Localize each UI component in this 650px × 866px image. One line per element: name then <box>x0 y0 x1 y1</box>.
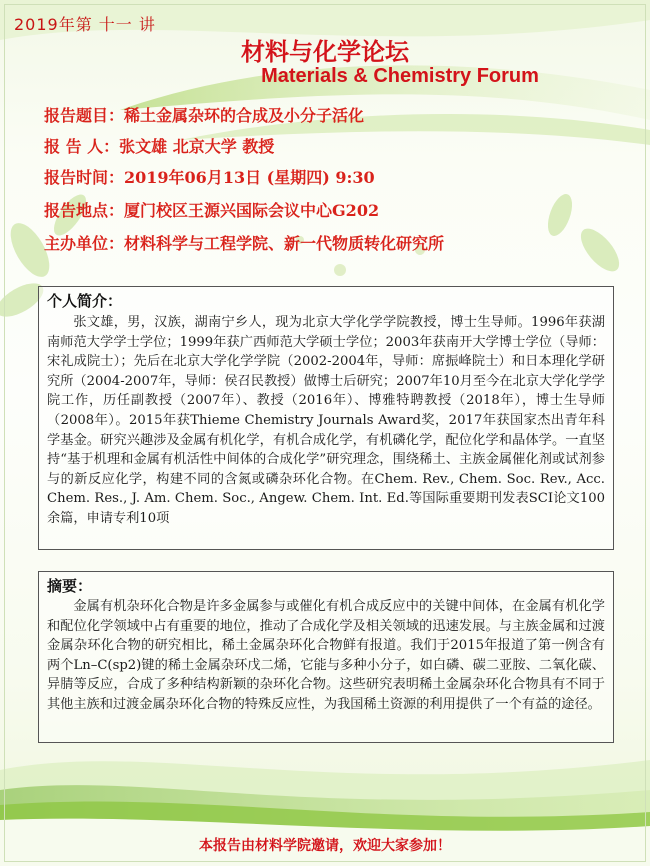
info-row-location <box>44 198 379 221</box>
info-row-organizer <box>44 231 444 254</box>
info-value: 稀土金属杂环的合成及小分子活化 <box>124 106 365 125</box>
abstract-text: 金属有机杂环化合物是许多金属参与或催化有机合成反应中的关键中间体，在金属有机化学和配位化学领域中占有重要的地位，推动了合成化学及相关领域的迅速发展。与主族金属和过渡金属杂环化合物的研究相比，稀土金属杂环化合物鲜有报道。我们于2015年报道了第一例含有两个Ln–C(sp2)键的稀土金属杂环戊二烯，它能与多种小分子，如白磷、碳二亚胺、二氧化碳、异腈等反应，合成了多种结构新颖的杂环化合物。这些研究表明稀土金属杂环化合物具有不同于其他主族和过渡金属杂环化合物的特殊反应性，为我国稀土资源的利用提供了一个有益的途径。 <box>47 599 605 712</box>
lecture-number: 2019年第 十一 讲 <box>14 15 156 34</box>
invitation-footer: 本报告由材料学院邀请，欢迎大家参加！ <box>199 838 451 854</box>
forum-title-english: Materials & Chemistry Forum <box>261 65 539 87</box>
info-label: 主办单位： <box>44 234 125 253</box>
info-label: 报告时间： <box>44 168 125 187</box>
bio-text: 张文雄，男，汉族，湖南宁乡人，现为北京大学化学学院教授，博士生导师。1996年获湖南师范大学学士学位；1999年获广西师范大学硕士学位；2003年获南开大学博士学位（导师：宋礼成院士）；先后在北京大学化学学院（2002-2004年，导师：席振峰院士）和日本理化学研究所（2004-2007年，导师：侯召民教授）做博士后研究；2007年10月至今在北京大学化学学院工作，历任副教授（2007年）、教授（2016年）、博雅特聘教授（2018年），博士生导师（2008年）。2015年获Thieme Chemistry Journals Award奖，2017年获国家杰出青年科学基金。研究兴趣涉及金属有机化学，有机合成化学，有机磷化学，配位化学和晶体学。一直坚持“基于机理和金属有机活性中间体的合成化学”研究理念，围绕稀土、主族金属催化剂或试剂参与的新反应化学，构建不同的含氮或磷杂环化合物。在Chem. Rev., Chem. Soc. Rev., Acc. Chem. Res., J. Am. Chem. Soc., Angew. Chem. Int. Ed.等国际重要期刊发表SCI论文100余篇，申请专利10项 <box>47 315 605 526</box>
info-label: 报告地点： <box>44 201 125 220</box>
bio-heading: 个人简介： <box>47 292 123 310</box>
info-row-time <box>44 165 375 188</box>
info-row-topic <box>44 103 364 126</box>
info-label: 报告题目： <box>44 106 125 125</box>
info-label: 报 告 人： <box>44 137 120 156</box>
info-value: 材料科学与工程学院、新一代物质转化研究所 <box>124 234 445 253</box>
info-row-speaker <box>44 134 274 157</box>
forum-title-chinese: 材料与化学论坛 <box>241 38 409 66</box>
info-value: 厦门校区王源兴国际会议中心G202 <box>124 201 380 220</box>
abstract-box <box>38 571 614 743</box>
bio-box <box>38 286 614 550</box>
info-value: 2019年06月13日 (星期四) 9:30 <box>124 168 375 187</box>
info-value: 张文雄 北京大学 教授 <box>119 137 275 156</box>
abstract-heading: 摘要： <box>47 577 93 595</box>
